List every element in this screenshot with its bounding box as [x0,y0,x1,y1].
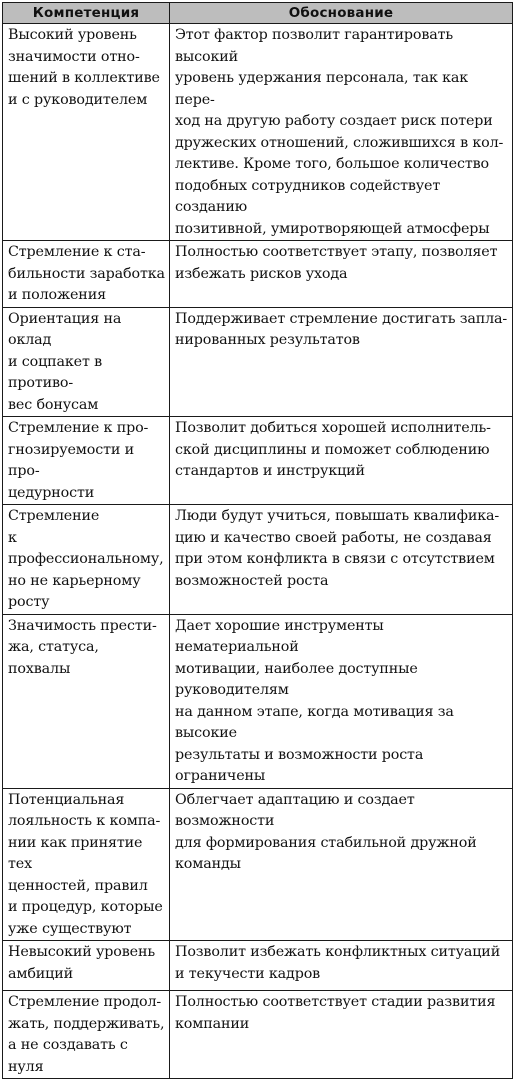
table-header [3,3,513,24]
header-reason: Обоснование [170,3,513,24]
table-row [3,991,513,1079]
competence-cell [3,505,170,615]
table-row [3,788,513,941]
table-row [3,417,513,505]
competence-text: Высокий уровень значимости отно- шений в коллективе и с руководителем [8,27,160,108]
reason-cell [170,941,513,991]
competence-cell [3,614,170,788]
table-row [3,941,513,991]
reason-cell [170,241,513,308]
competence-text: Ориентация на оклад и соцпакет в противо- вес бонусам [8,310,122,413]
reason-text: Люди будут учиться, повышать квалифика- цию и качество своей работы, не создавая при этом конфликта в связи с отсутствием возможностей роста [175,508,500,589]
reason-text: Дает хорошие инструменты нематериальной мотивации, наиболее доступные руководителям на данном этапе, когда мотивация за высокие результаты и возможности роста ограничены [175,617,454,784]
competence-text: Стремление к про- гнозируемости и про- цедурности [8,420,149,501]
reason-cell [170,614,513,788]
competence-cell [3,241,170,308]
table-row [3,505,513,615]
reason-cell [170,505,513,615]
competence-text: Потенциальная лояльность к компа- нии как принятие тех ценностей, правил и процедур, которые уже существуют [8,791,163,937]
competence-text: Стремление продол- жать, поддерживать, а не создавать с нуля [8,994,165,1075]
competence-cell [3,24,170,241]
competence-text: Значимость прести- жа, статуса, похвалы [8,617,157,677]
competence-table [2,2,513,1079]
competence-cell [3,307,170,417]
table-body [3,24,513,1079]
header-competence: Компетенция [3,3,170,24]
competence-text: Стремление к ста- бильности заработка и положения [8,244,165,303]
reason-cell [170,991,513,1079]
table-row [3,614,513,788]
reason-text: Этот фактор позволит гарантировать высокий уровень удержания персонала, так как пере- ход на другую работу создает риск потери дружеских отношений, сложившихся в кол- лективе. Кроме того, большое количество подобных сотрудников содействует созданию позитивной, умиротворяющей атмосферы [175,27,504,237]
competence-cell [3,941,170,991]
table-row [3,241,513,308]
competence-cell [3,788,170,941]
table-row [3,307,513,417]
reason-text: Поддерживает стремление достигать запла- нированных результатов [175,310,508,348]
reason-cell [170,417,513,505]
table-row [3,24,513,241]
competence-cell [3,991,170,1079]
reason-text: Полностью соответствует этапу, позволяет избежать рисков ухода [175,244,498,282]
header-row [3,3,513,24]
competence-text: Невысокий уровень амбиций [8,944,155,982]
reason-text: Полностью соответствует стадии развития компании [175,994,496,1032]
competence-text: Стремление к профессиональному, но не карьерному росту [8,508,164,610]
reason-cell [170,24,513,241]
competence-cell [3,417,170,505]
reason-cell [170,788,513,941]
reason-text: Облегчает адаптацию и создает возможности для формирования стабильной дружной команды [175,791,477,872]
reason-text: Позволит избежать конфликтных ситуаций и текучести кадров [175,944,501,982]
reason-text: Позволит добиться хорошей исполнитель- ской дисциплины и поможет соблюдению стандартов и инструкций [175,420,491,479]
reason-cell [170,307,513,417]
